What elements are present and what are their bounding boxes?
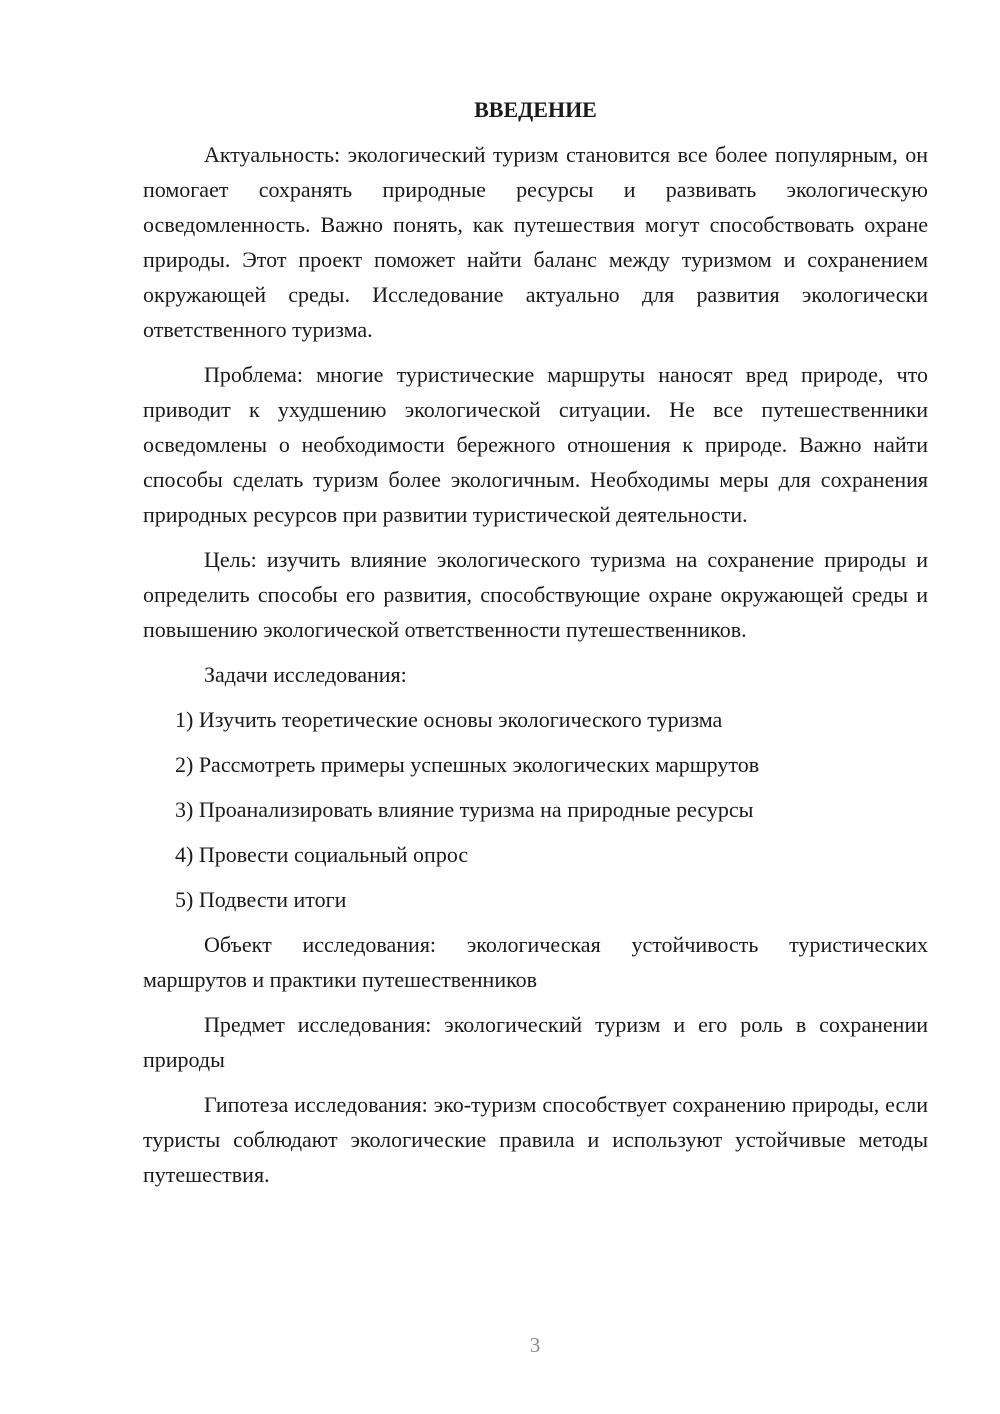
subject-paragraph: Предмет исследования: экологический туризм и его роль в сохранении природы [143, 1012, 928, 1072]
tasks-heading: Задачи исследования: [204, 662, 407, 687]
page-content [143, 92, 928, 1202]
problem-paragraph: Проблема: многие туристические маршруты наносят вред природе, что приводит к ухудшению экологической ситуации. Не все путешественники осведомлены о необходимости бережного отношения к природе. Важно найти способы сделать туризм более экологичным. Необходимы меры для сохранения природных ресурсов при развитии туристической деятельности. [143, 362, 928, 527]
task-item: 5) Подвести итоги [175, 887, 347, 912]
page-number: 3 [529, 1333, 541, 1357]
task-item: 3) Проанализировать влияние туризма на природные ресурсы [175, 797, 754, 822]
object-paragraph: Объект исследования: экологическая устойчивость туристических маршрутов и практики путешественников [143, 932, 928, 992]
task-item: 1) Изучить теоретические основы экологического туризма [175, 707, 723, 732]
goal-paragraph: Цель: изучить влияние экологического туризма на сохранение природы и определить способы его развития, способствующие охране окружающей среды и повышению экологической ответственности путешественников. [143, 547, 928, 642]
task-item: 2) Рассмотреть примеры успешных экологических маршрутов [175, 752, 760, 777]
hypothesis-paragraph: Гипотеза исследования: эко-туризм способствует сохранению природы, если туристы соблюдают экологические правила и используют устойчивые методы путешествия. [143, 1092, 928, 1187]
task-item: 4) Провести социальный опрос [175, 842, 469, 867]
relevance-paragraph: Актуальность: экологический туризм становится все более популярным, он помогает сохранять природные ресурсы и развивать экологическую осведомленность. Важно понять, как путешествия могут способствовать охране природы. Этот проект поможет найти баланс между туризмом и сохранением окружающей среды. Исследование актуально для развития экологически ответственного туризма. [143, 142, 928, 342]
page-title: ВВЕДЕНИЕ [474, 97, 597, 122]
